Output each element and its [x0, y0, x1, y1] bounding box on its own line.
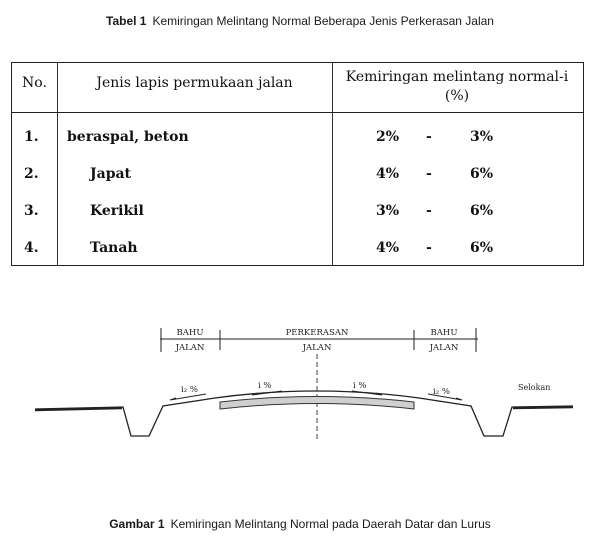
header-no: No.	[22, 75, 47, 91]
label-perkerasan-top: PERKERASAN	[285, 328, 349, 338]
header-divider	[12, 112, 583, 113]
arrow-left-pavement	[252, 391, 282, 395]
label-bahu-left-bottom: JALAN	[175, 343, 205, 353]
label-bahu-right-bottom: JALAN	[429, 343, 459, 353]
row-2-max: 6%	[470, 166, 494, 182]
row-3-no: 3.	[24, 203, 39, 219]
label-slope-right-shoulder: i₂ %	[433, 387, 450, 397]
row-1-no: 1.	[24, 129, 39, 145]
row-2-dash: -	[426, 166, 432, 182]
column-divider	[57, 63, 58, 265]
table-caption-text: Kemiringan Melintang Normal Beberapa Jenis Perkerasan Jalan	[152, 14, 494, 28]
label-perkerasan-bottom: JALAN	[302, 343, 332, 353]
row-3-min: 3%	[376, 203, 400, 219]
row-4-no: 4.	[24, 240, 39, 256]
label-slope-right-pavement: i %	[353, 381, 367, 391]
right-ground-hatching	[513, 407, 573, 408]
label-selokan: Selokan	[518, 383, 551, 392]
row-1-max: 3%	[470, 129, 494, 145]
header-surface-type: Jenis lapis permukaan jalan	[96, 75, 293, 91]
row-3-max: 6%	[470, 203, 494, 219]
row-4-min: 4%	[376, 240, 400, 256]
row-2-no: 2.	[24, 166, 39, 182]
row-1-min: 2%	[376, 129, 400, 145]
header-slope-line2: (%)	[444, 88, 470, 104]
figure-caption-label: Gambar 1	[109, 517, 165, 531]
row-3-surface: Kerikil	[90, 203, 144, 219]
row-4-dash: -	[426, 240, 432, 256]
slope-table	[11, 62, 584, 266]
row-3-dash: -	[426, 203, 432, 219]
figure-caption-text: Kemiringan Melintang Normal pada Daerah Datar dan Lurus	[170, 517, 491, 531]
figure-caption	[0, 517, 600, 531]
arrow-right-pavement	[352, 391, 382, 395]
row-1-surface: beraspal, beton	[67, 129, 189, 145]
pavement-layer	[220, 397, 414, 410]
header-slope-line1: Kemiringan melintang normal-i	[345, 69, 569, 85]
table-caption-label: Tabel 1	[106, 14, 147, 28]
row-1-dash: -	[426, 129, 432, 145]
row-4-max: 6%	[470, 240, 494, 256]
road-cross-section-diagram	[0, 320, 600, 450]
label-bahu-right-top: BAHU	[430, 328, 458, 338]
label-bahu-left-top: BAHU	[176, 328, 204, 338]
row-2-surface: Japat	[90, 166, 132, 182]
label-slope-left-pavement: i %	[258, 381, 272, 391]
table-caption	[0, 14, 600, 28]
label-slope-left-shoulder: i₂ %	[181, 385, 198, 395]
row-4-surface: Tanah	[90, 240, 138, 256]
row-2-min: 4%	[376, 166, 400, 182]
